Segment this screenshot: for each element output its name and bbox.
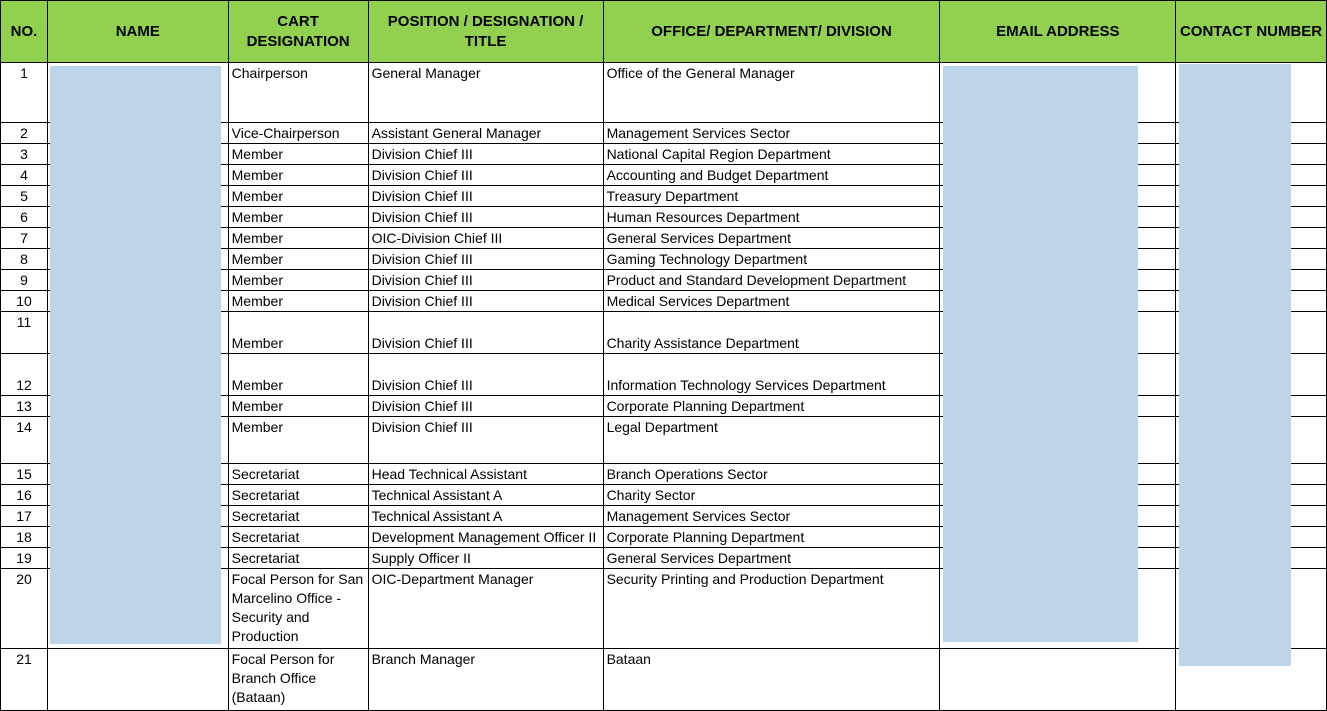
position-cell[interactable]: Division Chief III: [368, 207, 603, 228]
row-number[interactable]: 12: [1, 354, 48, 396]
table-row: [1, 649, 1327, 711]
office-cell[interactable]: Security Printing and Production Department: [603, 569, 940, 649]
position-cell[interactable]: Development Management Officer II: [368, 527, 603, 548]
office-cell[interactable]: Medical Services Department: [603, 291, 940, 312]
row-number[interactable]: 6: [1, 207, 48, 228]
office-cell[interactable]: Office of the General Manager: [603, 63, 940, 123]
row-number[interactable]: 20: [1, 569, 48, 649]
position-cell[interactable]: Assistant General Manager: [368, 123, 603, 144]
row-number[interactable]: 11: [1, 312, 48, 354]
office-cell[interactable]: National Capital Region Department: [603, 144, 940, 165]
position-cell[interactable]: Head Technical Assistant: [368, 464, 603, 485]
header-row: [1, 1, 1327, 63]
position-cell[interactable]: Technical Assistant A: [368, 506, 603, 527]
row-number[interactable]: 5: [1, 186, 48, 207]
header-name[interactable]: NAME: [47, 1, 228, 63]
contact-redaction: [1179, 64, 1291, 666]
cart-cell[interactable]: Member: [228, 270, 368, 291]
position-cell[interactable]: Division Chief III: [368, 291, 603, 312]
header-email[interactable]: EMAIL ADDRESS: [940, 1, 1176, 63]
office-cell[interactable]: Charity Assistance Department: [603, 312, 940, 354]
cart-cell[interactable]: Member: [228, 417, 368, 464]
row-number[interactable]: 8: [1, 249, 48, 270]
cart-cell[interactable]: Secretariat: [228, 485, 368, 506]
office-cell[interactable]: Human Resources Department: [603, 207, 940, 228]
row-number[interactable]: 19: [1, 548, 48, 569]
row-number[interactable]: 10: [1, 291, 48, 312]
office-cell[interactable]: Corporate Planning Department: [603, 527, 940, 548]
row-number[interactable]: 15: [1, 464, 48, 485]
office-cell[interactable]: Gaming Technology Department: [603, 249, 940, 270]
cart-cell[interactable]: Secretariat: [228, 464, 368, 485]
header-contact[interactable]: CONTACT NUMBER: [1176, 1, 1327, 63]
row-number[interactable]: 1: [1, 63, 48, 123]
cart-cell[interactable]: Secretariat: [228, 506, 368, 527]
position-cell[interactable]: Division Chief III: [368, 165, 603, 186]
cart-cell[interactable]: Member: [228, 186, 368, 207]
cart-cell[interactable]: Member: [228, 228, 368, 249]
cart-cell[interactable]: Secretariat: [228, 527, 368, 548]
row-number[interactable]: 2: [1, 123, 48, 144]
row-number[interactable]: 18: [1, 527, 48, 548]
position-cell[interactable]: OIC-Department Manager: [368, 569, 603, 649]
position-cell[interactable]: Division Chief III: [368, 312, 603, 354]
position-cell[interactable]: Division Chief III: [368, 186, 603, 207]
row-number[interactable]: 17: [1, 506, 48, 527]
position-cell[interactable]: Division Chief III: [368, 144, 603, 165]
office-cell[interactable]: Accounting and Budget Department: [603, 165, 940, 186]
cart-cell[interactable]: Vice-Chairperson: [228, 123, 368, 144]
office-cell[interactable]: Corporate Planning Department: [603, 396, 940, 417]
cart-cell[interactable]: Chairperson: [228, 63, 368, 123]
position-cell[interactable]: Branch Manager: [368, 649, 603, 711]
office-cell[interactable]: General Services Department: [603, 228, 940, 249]
office-cell[interactable]: General Services Department: [603, 548, 940, 569]
header-position[interactable]: POSITION / DESIGNATION / TITLE: [368, 1, 603, 63]
row-number[interactable]: 7: [1, 228, 48, 249]
position-cell[interactable]: Division Chief III: [368, 354, 603, 396]
email-cell[interactable]: [940, 649, 1176, 711]
office-cell[interactable]: Branch Operations Sector: [603, 464, 940, 485]
position-cell[interactable]: Division Chief III: [368, 396, 603, 417]
office-cell[interactable]: Information Technology Services Department: [603, 354, 940, 396]
row-number[interactable]: 9: [1, 270, 48, 291]
row-number[interactable]: 3: [1, 144, 48, 165]
cart-cell[interactable]: Member: [228, 144, 368, 165]
cart-cell[interactable]: Member: [228, 291, 368, 312]
position-cell[interactable]: OIC-Division Chief III: [368, 228, 603, 249]
name-cell[interactable]: [47, 649, 228, 711]
office-cell[interactable]: Treasury Department: [603, 186, 940, 207]
header-office[interactable]: OFFICE/ DEPARTMENT/ DIVISION: [603, 1, 940, 63]
office-cell[interactable]: Bataan: [603, 649, 940, 711]
cart-cell[interactable]: Focal Person for Branch Office (Bataan): [228, 649, 368, 711]
cart-cell[interactable]: Focal Person for San Marcelino Office - Security and Production: [228, 569, 368, 649]
position-cell[interactable]: Technical Assistant A: [368, 485, 603, 506]
office-cell[interactable]: Product and Standard Development Department: [603, 270, 940, 291]
row-number[interactable]: 4: [1, 165, 48, 186]
cart-cell[interactable]: Member: [228, 354, 368, 396]
position-cell[interactable]: Supply Officer II: [368, 548, 603, 569]
row-number[interactable]: 21: [1, 649, 48, 711]
cart-cell[interactable]: Member: [228, 165, 368, 186]
header-cart-designation[interactable]: CART DESIGNATION: [228, 1, 368, 63]
header-no[interactable]: NO.: [1, 1, 48, 63]
office-cell[interactable]: Charity Sector: [603, 485, 940, 506]
row-number[interactable]: 14: [1, 417, 48, 464]
position-cell[interactable]: Division Chief III: [368, 270, 603, 291]
office-cell[interactable]: Management Services Sector: [603, 123, 940, 144]
cart-cell[interactable]: Member: [228, 396, 368, 417]
cart-cell[interactable]: Member: [228, 207, 368, 228]
row-number[interactable]: 16: [1, 485, 48, 506]
row-number[interactable]: 13: [1, 396, 48, 417]
cart-cell[interactable]: Member: [228, 249, 368, 270]
position-cell[interactable]: Division Chief III: [368, 417, 603, 464]
name-redaction: [50, 66, 221, 644]
position-cell[interactable]: General Manager: [368, 63, 603, 123]
email-redaction: [943, 66, 1138, 642]
position-cell[interactable]: Division Chief III: [368, 249, 603, 270]
office-cell[interactable]: Legal Department: [603, 417, 940, 464]
office-cell[interactable]: Management Services Sector: [603, 506, 940, 527]
cart-cell[interactable]: Secretariat: [228, 548, 368, 569]
cart-cell[interactable]: Member: [228, 312, 368, 354]
